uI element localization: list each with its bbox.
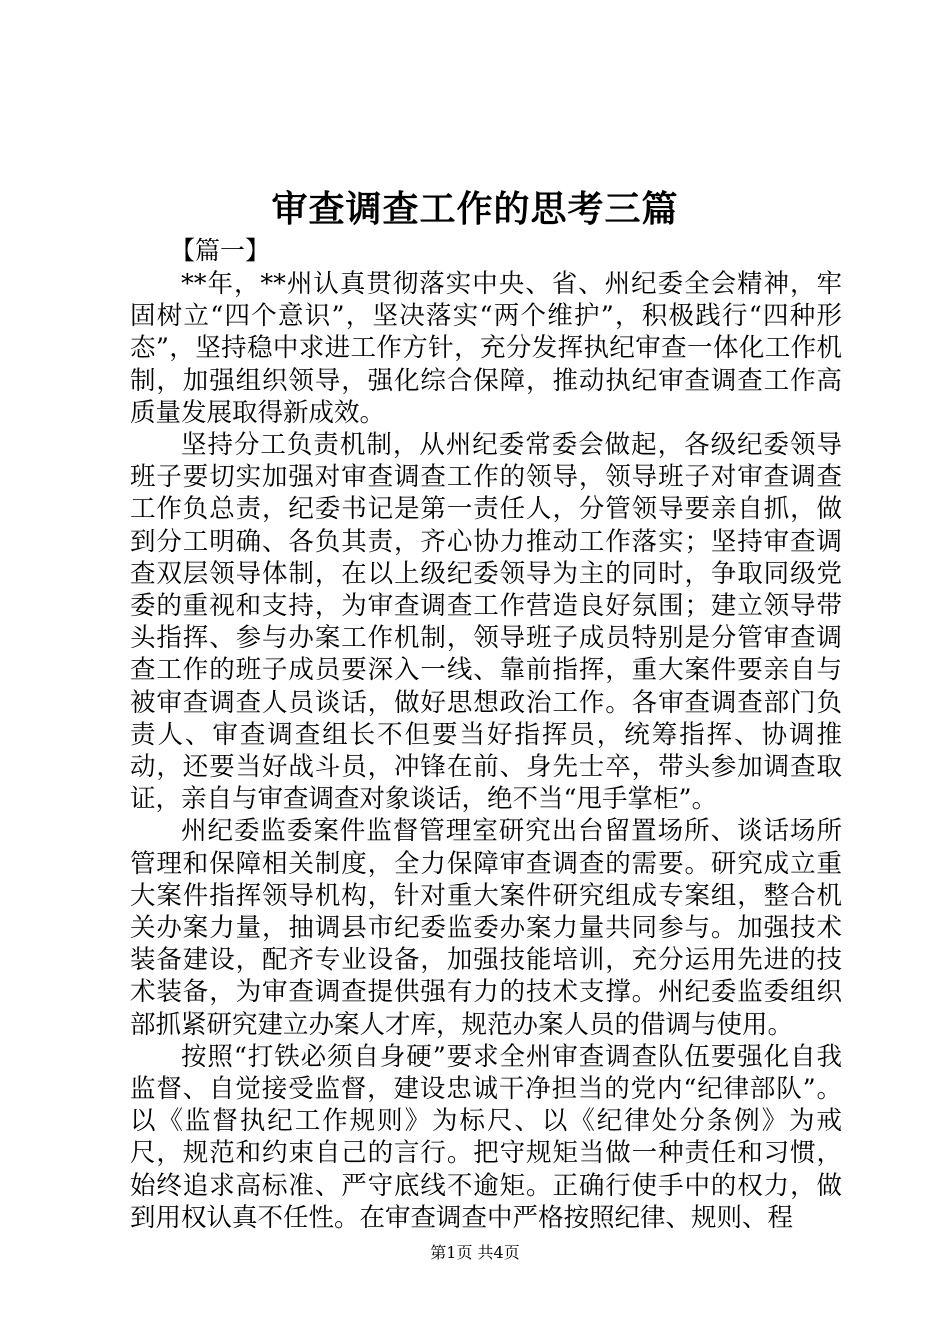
document-body: [130, 268, 842, 1234]
paragraph: 按照“打铁必须自身硬”要求全州审查调查队伍要强化自我监督、自觉接受监督，建设忠诚干净担当的党内“纪律部队”。以《监督执纪工作规则》为标尺、以《纪律处分条例》为戒尺，规范和约束自己的言行。把守规矩当做一种责任和习惯，始终追求高标准、严守底线不逾矩。正确行使手中的权力，做到用权认真不任性。在审查调查中严格按照纪律、规则、程: [130, 1041, 842, 1233]
paragraph: 州纪委监委案件监督管理室研究出台留置场所、谈话场所管理和保障相关制度，全力保障审查调查的需要。研究成立重大案件指挥领导机构，针对重大案件研究组成专案组，整合机关办案力量，抽调县市纪委监委办案力量共同参与。加强技术装备建设，配齐专业设备，加强技能培训，充分运用先进的技术装备，为审查调查提供强有力的技术支撑。州纪委监委组织部抓紧研究建立办案人才库，规范办案人员的借调与使用。: [130, 816, 842, 1040]
paragraph: **年，**州认真贯彻落实中央、省、州纪委全会精神，牢固树立“四个意识”，坚决落实“两个维护”，积极践行“四种形态”，坚持稳中求进工作方针，充分发挥执纪审查一体化工作机制，加强组织领导，强化综合保障，推动执纪审查调查工作高质量发展取得新成效。: [130, 269, 842, 428]
document-title: 审查调查工作的思考三篇: [271, 188, 679, 230]
section-label: 【篇一】: [170, 236, 271, 265]
page-footer: 第1页 共4页: [430, 1243, 520, 1262]
paragraph: 坚持分工负责机制，从州纪委常委会做起，各级纪委领导班子要切实加强对审查调查工作的领导，领导班子对审查调查工作负总责，纪委书记是第一责任人，分管领导要亲自抓，做到分工明确、各负其责，齐心协力推动工作落实；坚持审查调查双层领导体制，在以上级纪委领导为主的同时，争取同级党委的重视和支持，为审查调查工作营造良好氛围；建立领导带头指挥、参与办案工作机制，领导班子成员特别是分管审查调查工作的班子成员要深入一线、靠前指挥，重大案件要亲自与被审查调查人员谈话，做好思想政治工作。各审查调查部门负责人、审查调查组长不但要当好指挥员，统筹指挥、协调推动，还要当好战斗员，冲锋在前、身先士卒，带头参加调查取证，亲自与审查调查对象谈话，绝不当“甩手掌柜”。: [130, 430, 842, 815]
